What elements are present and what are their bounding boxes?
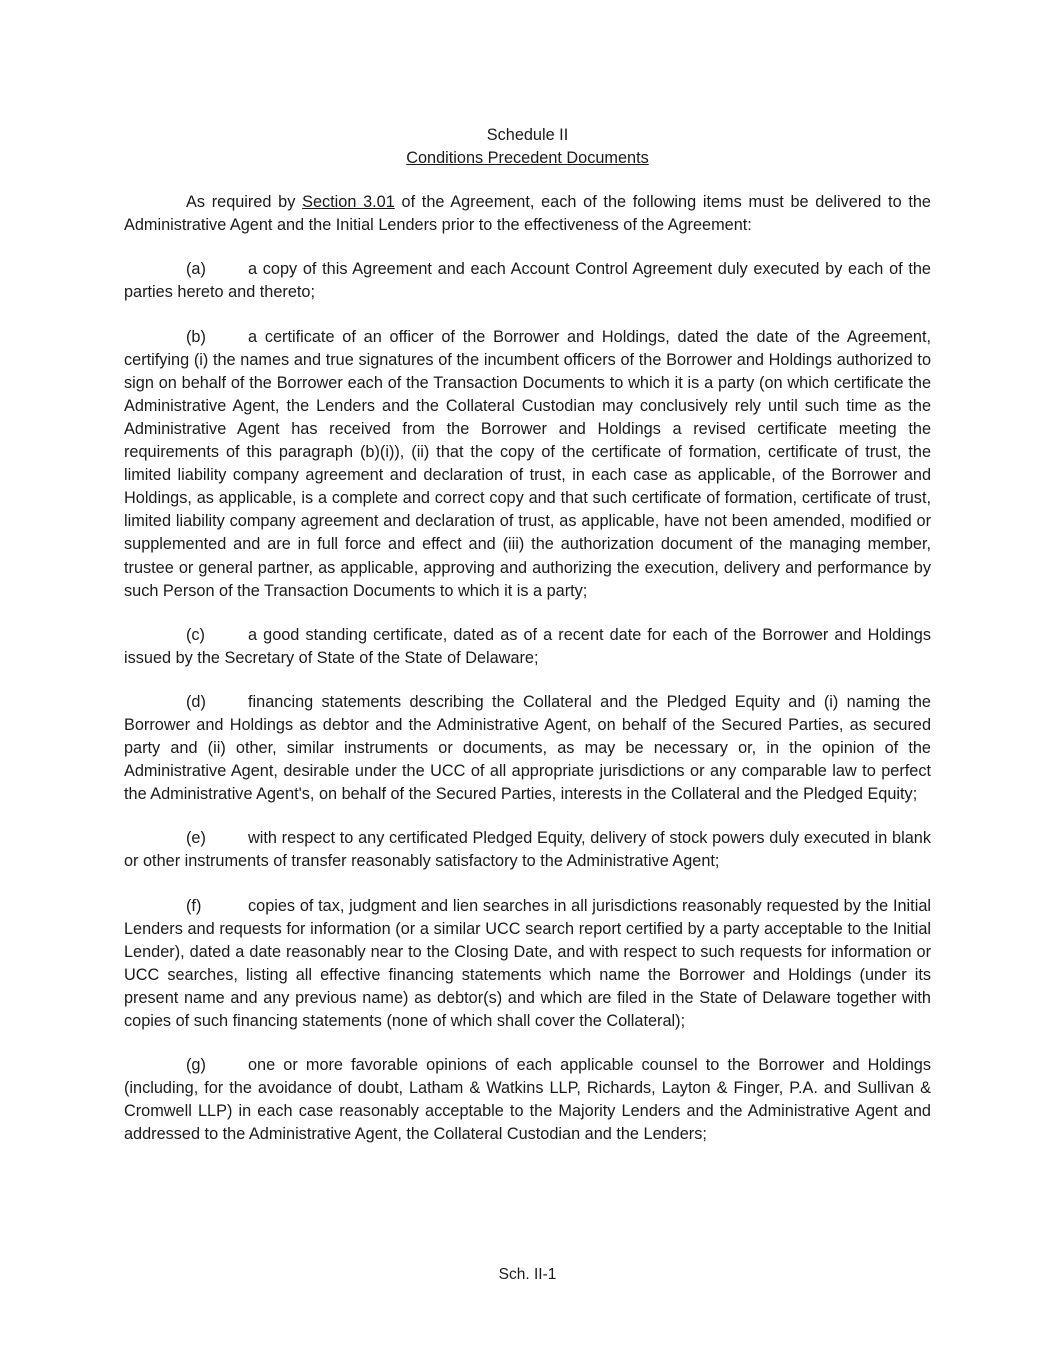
item-e-letter: (e): [186, 829, 206, 848]
item-c-text: a good standing certificate, dated as of a recent date for each of the Borrower and Holdings issued by the Secretary of State of the State of Delaware;: [124, 625, 931, 667]
item-c: [124, 624, 931, 670]
schedule-subtitle: Conditions Precedent Documents: [406, 149, 649, 168]
item-d-text: financing statements describing the Collateral and the Pledged Equity and (i) naming the Borrower and Holdings as debtor and the Administrative Agent, on behalf of the Secured Parties, as secured party and (ii) other, similar instruments or documents, as may be necessary or, in the opinion of the Administrative Agent, desirable under the UCC of all appropriate jurisdictions or any comparable law to perfect the Administrative Agent's, on behalf of the Secured Parties, interests in the Collateral and the Pledged Equity;: [124, 692, 931, 804]
item-f: [124, 895, 931, 1034]
intro-paragraph: [124, 191, 931, 237]
item-d: [124, 691, 931, 806]
item-b-text: a certificate of an officer of the Borrower and Holdings, dated the date of the Agreement, certifying (i) the names and true signatures of the incumbent officers of the Borrower and Holdings authorized to sign on behalf of the Borrower each of the Transaction Documents to which it is a party (on which certificate the Administrative Agent, the Lenders and the Collateral Custodian may conclusively rely until such time as the Administrative Agent has received from the Borrower and Holdings a revised certificate meeting the requirements of this paragraph (b)(i)), (ii) that the copy of the certificate of formation, certificate of trust, the limited liability company agreement and declaration of trust, in each case as applicable, of the Borrower and Holdings, as applicable, is a complete and correct copy and that such certificate of formation, certificate of trust, limited liability company agreement and declaration of trust, as applicable, have not been amended, modified or supplemented and are in full force and effect and (iii) the authorization document of the managing member, trustee or general partner, as applicable, approving and authorizing the execution, delivery and performance by such Person of the Transaction Documents to which it is a party;: [124, 327, 931, 600]
item-b-letter: (b): [186, 327, 206, 346]
item-g-letter: (g): [186, 1056, 206, 1075]
document-body: [124, 124, 931, 1146]
item-g-text: one or more favorable opinions of each applicable counsel to the Borrower and Holdings (including, for the avoidance of doubt, Latham & Watkins LLP, Richards, Layton & Finger, P.A. and Sullivan & Cromwell LLP) in each case reasonably acceptable to the Majority Lenders and the Administrative Agent and addressed to the Administrative Agent, the Collateral Custodian and the Lenders;: [124, 1056, 931, 1144]
item-a-text: a copy of this Agreement and each Account Control Agreement duly executed by each of the parties hereto and thereto;: [124, 260, 931, 302]
item-b: [124, 326, 931, 603]
schedule-title: Schedule II: [486, 126, 569, 144]
item-f-text: copies of tax, judgment and lien searches in all jurisdictions reasonably requested by the Initial Lenders and requests for information (or a similar UCC search report certified by a party acceptable to the Initial Lender), dated a date reasonably near to the Closing Date, and with respect to such requests for information or UCC searches, listing all effective financing statements which name the Borrower and Holdings (under its present name and any previous name) as debtor(s) and which are filed in the State of Delaware together with copies of such financing statements (none of which shall cover the Collateral);: [124, 896, 931, 1030]
intro-text-after: of the Agreement, each of the following items must be delivered to the Administrative Agent and the Initial Lenders prior to the effectiveness of the Agreement:: [124, 193, 931, 235]
item-e: [124, 827, 931, 873]
item-c-letter: (c): [186, 625, 205, 644]
intro-text-before: As required by: [186, 193, 303, 212]
page-number: Sch. II-1: [498, 1266, 557, 1283]
item-g: [124, 1054, 931, 1146]
item-f-letter: (f): [186, 896, 202, 915]
section-reference: Section 3.01: [302, 193, 395, 212]
item-e-text: with respect to any certificated Pledged Equity, delivery of stock powers duly executed in blank or other instruments of transfer reasonably satisfactory to the Administrative Agent;: [124, 829, 931, 871]
item-d-letter: (d): [186, 692, 206, 711]
item-a-letter: (a): [186, 260, 206, 279]
item-a: [124, 258, 931, 304]
